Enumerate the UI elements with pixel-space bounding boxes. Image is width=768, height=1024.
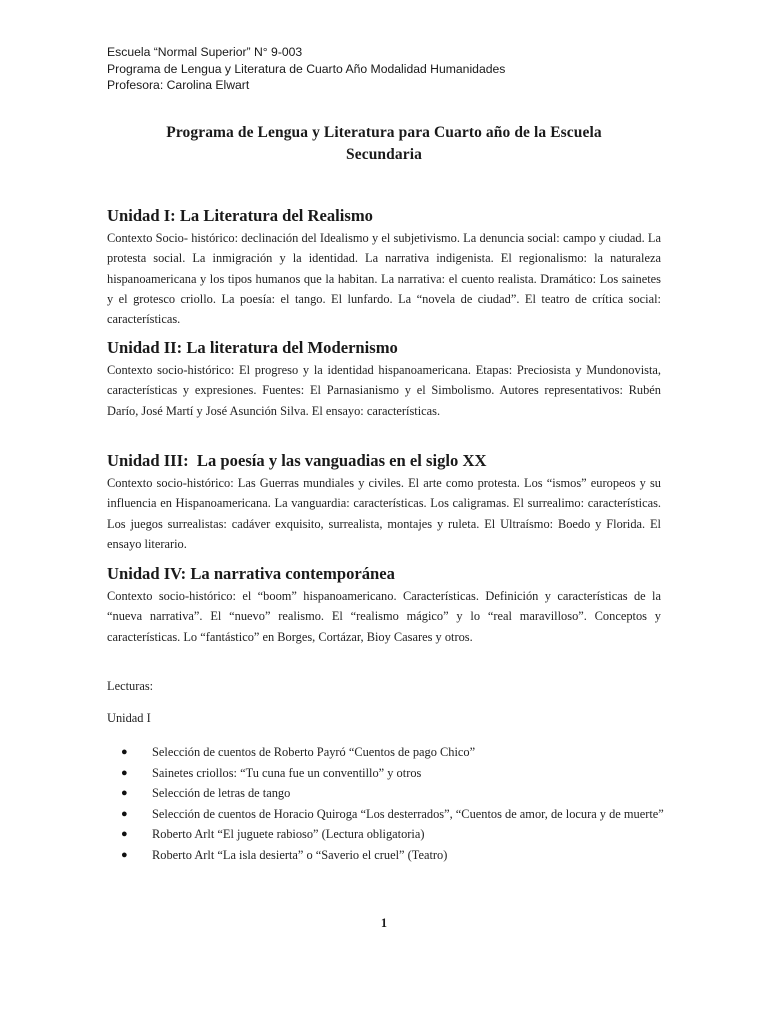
reading-text: Selección de cuentos de Roberto Payró “Cuentos de pago Chico” xyxy=(152,745,476,759)
unit-3-heading: Unidad III: La poesía y las vanguadias en el siglo XX xyxy=(107,451,487,470)
unit-3-body: Contexto socio-histórico: Las Guerras mundiales y civiles. El arte como protesta. Los “ismos” europeos y su influencia en Hispanoamericana. La vanguardia: características. Los caligramas. El surrealimo: características. Los juegos surrealistas: cadáver exquisito, surrealista, montajes y ruleta. El Ultraísmo: Boedo y Florida. El ensayo literario. xyxy=(107,476,661,551)
unit-4-heading: Unidad IV: La narrativa contemporánea xyxy=(107,564,395,583)
unit-4-body: Contexto socio-histórico: el “boom” hispanoamericano. Características. Definición y características de la “nueva narrativa”. El “nuevo” realismo. El “realismo mágico” y lo “real maravilloso”. Conceptos y características. Lo “fantástico” en Borges, Cortázar, Bioy Casares y otros. xyxy=(107,589,661,644)
school-name: Escuela “Normal Superior” N° 9-003 xyxy=(107,45,303,59)
reading-item xyxy=(121,804,664,825)
unidad-label: Unidad I xyxy=(107,711,151,725)
reading-item xyxy=(121,824,664,845)
reading-item xyxy=(121,763,664,784)
unit-1-section xyxy=(107,204,661,329)
document-title xyxy=(107,122,661,166)
bullet-icon: ● xyxy=(121,828,128,840)
bullet-icon: ● xyxy=(121,787,128,799)
reading-text: Sainetes criollos: “Tu cuna fue un conventillo” y otros xyxy=(152,765,422,780)
unit-3-section xyxy=(107,449,661,554)
page-number: 1 xyxy=(380,916,388,930)
bullet-icon: ● xyxy=(121,766,128,779)
lecturas-label: Lecturas: xyxy=(107,679,154,693)
reading-text: Roberto Arlt “La isla desierta” o “Saverio el cruel” (Teatro) xyxy=(152,847,448,862)
reading-item xyxy=(121,742,664,763)
bullet-icon: ● xyxy=(121,807,128,820)
reading-text: Selección de letras de tango xyxy=(152,786,291,800)
title-line-2: Secundaria xyxy=(346,146,422,163)
document-header xyxy=(107,44,505,94)
program-subtitle: Programa de Lengua y Literatura de Cuarto Año Modalidad Humanidades xyxy=(107,61,506,76)
readings-list xyxy=(121,742,664,865)
unit-1-heading: Unidad I: La Literatura del Realismo xyxy=(107,206,373,225)
title-line-1: Programa de Lengua y Literatura para Cuarto año de la Escuela xyxy=(166,124,602,141)
unit-4-section xyxy=(107,562,661,647)
reading-item xyxy=(121,845,664,866)
bullet-icon: ● xyxy=(121,848,128,861)
unit-2-heading: Unidad II: La literatura del Modernismo xyxy=(107,338,398,357)
unit-2-body: Contexto socio-histórico: El progreso y la identidad hispanoamericana. Etapas: Preciosista y Mundonovista, características y expresiones. Fuentes: El Parnasianismo y el Simbolismo. Autores representativos: Rubén Darío, José Martí y José Asunción Silva. El ensayo: características. xyxy=(107,363,661,418)
reading-item xyxy=(121,783,664,804)
unit-1-body: Contexto Socio- histórico: declinación del Idealismo y el subjetivismo. La denuncia social: campo y ciudad. La protesta social. La inmigración y la identidad. La narrativa indigenista. El regionalismo: la naturaleza hispanoamericana y los tipos humanos que la habitan. La narrativa: el cuento realista. Dramático: Los sainetes y el grotesco criollo. La poesía: el tango. El lunfardo. La “novela de ciudad”. El teatro de crítica social: características. xyxy=(107,231,661,327)
reading-text: Selección de cuentos de Horacio Quiroga “Los desterrados”, “Cuentos de amor, de locura y de muerte” xyxy=(152,806,664,821)
teacher-name: Profesora: Carolina Elwart xyxy=(107,78,250,92)
unit-2-section xyxy=(107,336,661,421)
reading-text: Roberto Arlt “El juguete rabioso” (Lectura obligatoria) xyxy=(152,827,425,841)
bullet-icon: ● xyxy=(121,746,128,758)
